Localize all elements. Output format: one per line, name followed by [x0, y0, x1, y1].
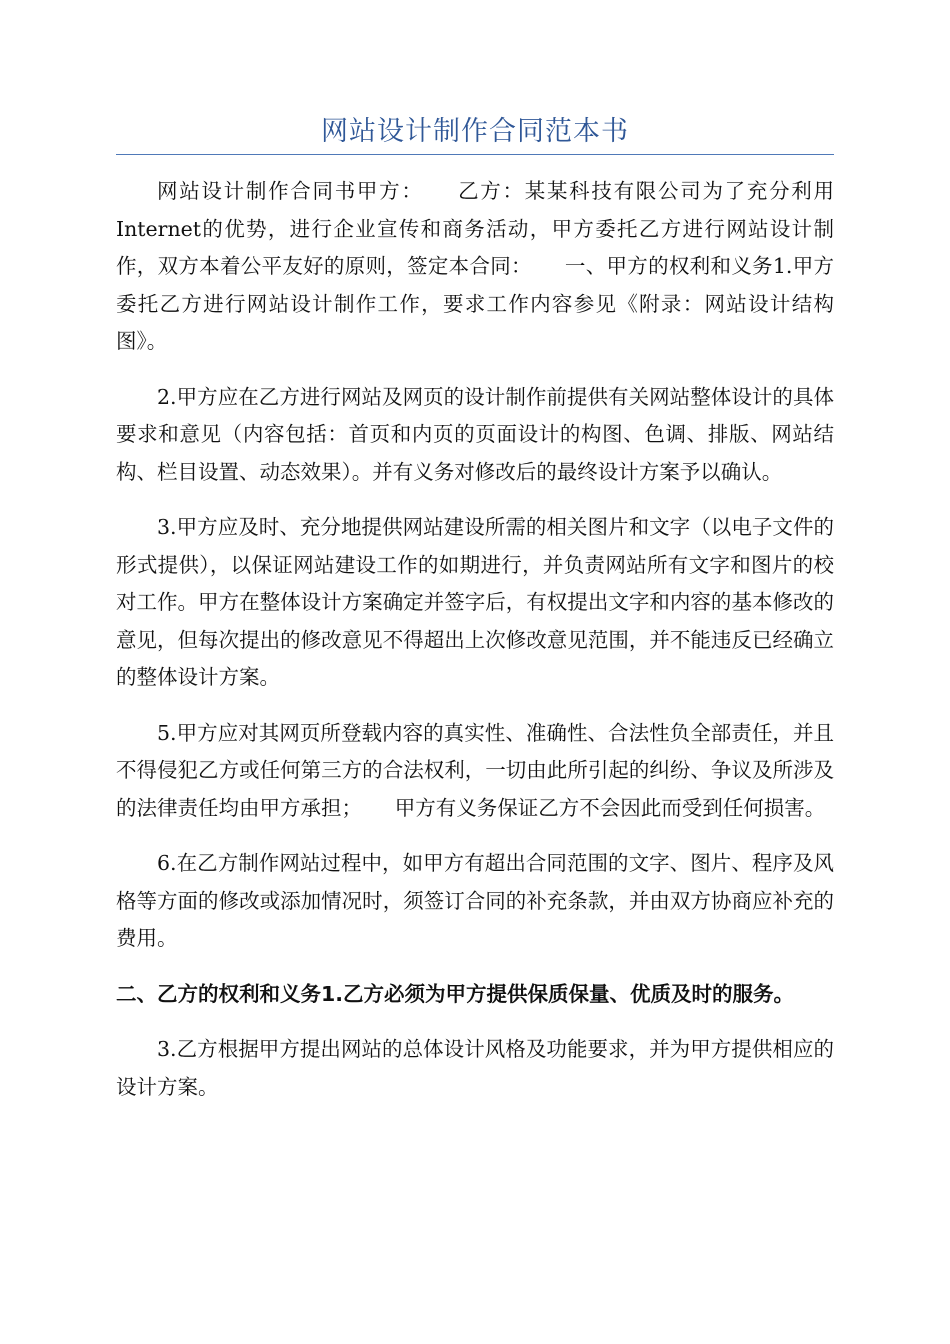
section-heading-party-b: [116, 976, 834, 1014]
paragraph-clause-5: [116, 715, 834, 828]
b-clause-3-text: 3.乙方根据甲方提出网站的总体设计风格及功能要求，并为甲方提供相应的设计方案。: [116, 1037, 834, 1099]
clause-5-continuation: 甲方有义务保证乙方不会因此而受到任何损害。: [394, 795, 826, 820]
paragraph-clause-2: [116, 379, 834, 492]
intro-clause-1: 一、甲方的权利和义务1.甲方委托乙方进行网站设计制作工作，要求工作内容参见《附录：网站设计结构图》。: [116, 254, 834, 353]
paragraph-intro: [116, 173, 834, 361]
intro-party-a: 网站设计制作合同书甲方：: [157, 179, 424, 203]
document-title: 网站设计制作合同范本书: [321, 116, 629, 147]
paragraph-clause-3: [116, 509, 834, 697]
clause-5-text: 5.甲方应对其网页所登载内容的真实性、准确性、合法性负全部责任，并且不得侵犯乙方或任何第三方的合法权利，一切由此所引起的纠纷、争议及所涉及的法律责任均由甲方承担；: [116, 720, 834, 820]
title-underline: [116, 154, 834, 155]
clause-6-text: 6.在乙方制作网站过程中，如甲方有超出合同范围的文字、图片、程序及风格等方面的修改或添加情况时，须签订合同的补充条款，并由双方协商应补充的费用。: [116, 851, 834, 950]
paragraph-b-clause-3: [116, 1031, 834, 1106]
document-body: [116, 173, 834, 1124]
paragraph-clause-6: [116, 845, 834, 958]
clause-3-text: 3.甲方应及时、充分地提供网站建设所需的相关图片和文字（以电子文件的形式提供），以保证网站建设工作的如期进行，并负责网站所有文字和图片的校对工作。甲方在整体设计方案确定并签字后，有权提出文字和内容的基本修改的意见，但每次提出的修改意见不得超出上次修改意见范围，并不能违反已经确立的整体设计方案。: [116, 515, 834, 689]
clause-2-text: 2.甲方应在乙方进行网站及网页的设计制作前提供有关网站整体设计的具体要求和意见（内容包括：首页和内页的页面设计的构图、色调、排版、网站结构、栏目设置、动态效果）。并有义务对修改后的最终设计方案予以确认。: [116, 384, 834, 484]
intro-party-b: 乙方：某某科技有限公司为了充分利用Internet的优势，进行企业宣传和商务活动，甲方委托乙方进行网站设计制作，双方本着公平友好的原则，签定本合同：: [116, 179, 835, 278]
section-heading-text: 二、乙方的权利和义务1.乙方必须为甲方提供保质保量、优质及时的服务。: [116, 981, 795, 1006]
